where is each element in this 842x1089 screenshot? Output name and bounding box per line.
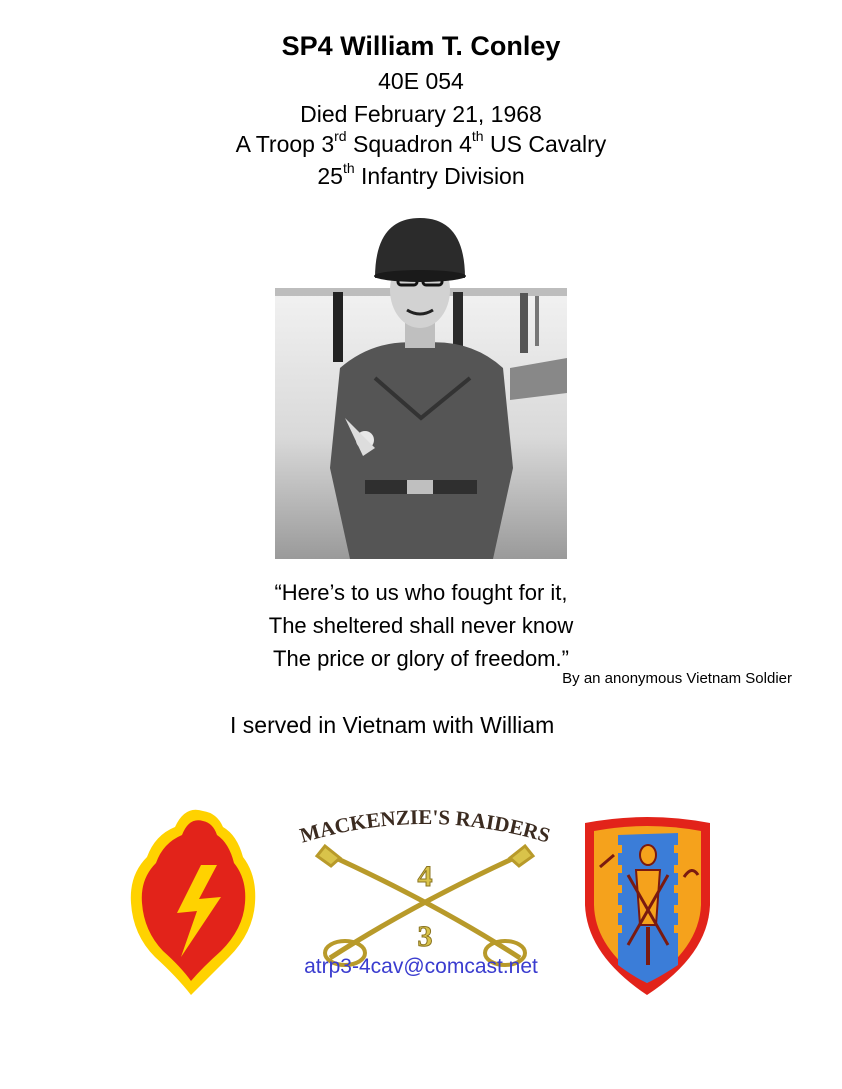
quote-line: The sheltered shall never know	[268, 613, 574, 638]
date-of-death: Died February 21, 1968	[300, 101, 542, 127]
quote-line: The price or glory of freedom.”	[273, 646, 569, 671]
quote-attribution: By an anonymous Vietnam Soldier	[562, 670, 792, 687]
unit-superscript-1: rd	[334, 128, 347, 145]
4th-cavalry-shield-icon	[580, 815, 715, 997]
memorial-wall-reference: 40E 054	[378, 68, 464, 94]
division-superscript: th	[342, 160, 355, 177]
soldier-name-title: SP4 William T. Conley	[281, 31, 561, 61]
quote-block	[200, 576, 642, 675]
squadron-number-4: 4	[417, 860, 433, 893]
unit-text-1: A Troop 3	[235, 131, 335, 157]
unit-line	[0, 128, 842, 158]
quote-line: “Here’s to us who fought for it,	[274, 580, 568, 605]
unit-text-3: US Cavalry	[483, 131, 607, 157]
troop-number-3: 3	[417, 920, 433, 953]
soldier-photo	[275, 218, 567, 559]
division-text-1: 25	[317, 163, 343, 189]
division-line	[0, 160, 842, 190]
unit-superscript-2: th	[471, 128, 484, 145]
25th-infantry-division-patch-icon	[125, 805, 260, 1000]
division-text-2: Infantry Division	[354, 163, 525, 189]
served-note: I served in Vietnam with William	[230, 712, 555, 738]
unit-text-2: Squadron 4	[346, 131, 472, 157]
contact-email-link[interactable]: atrp3-4cav@comcast.net	[304, 955, 538, 978]
raiders-logo-text: MACKENZIE'S RAIDERS	[297, 808, 554, 848]
